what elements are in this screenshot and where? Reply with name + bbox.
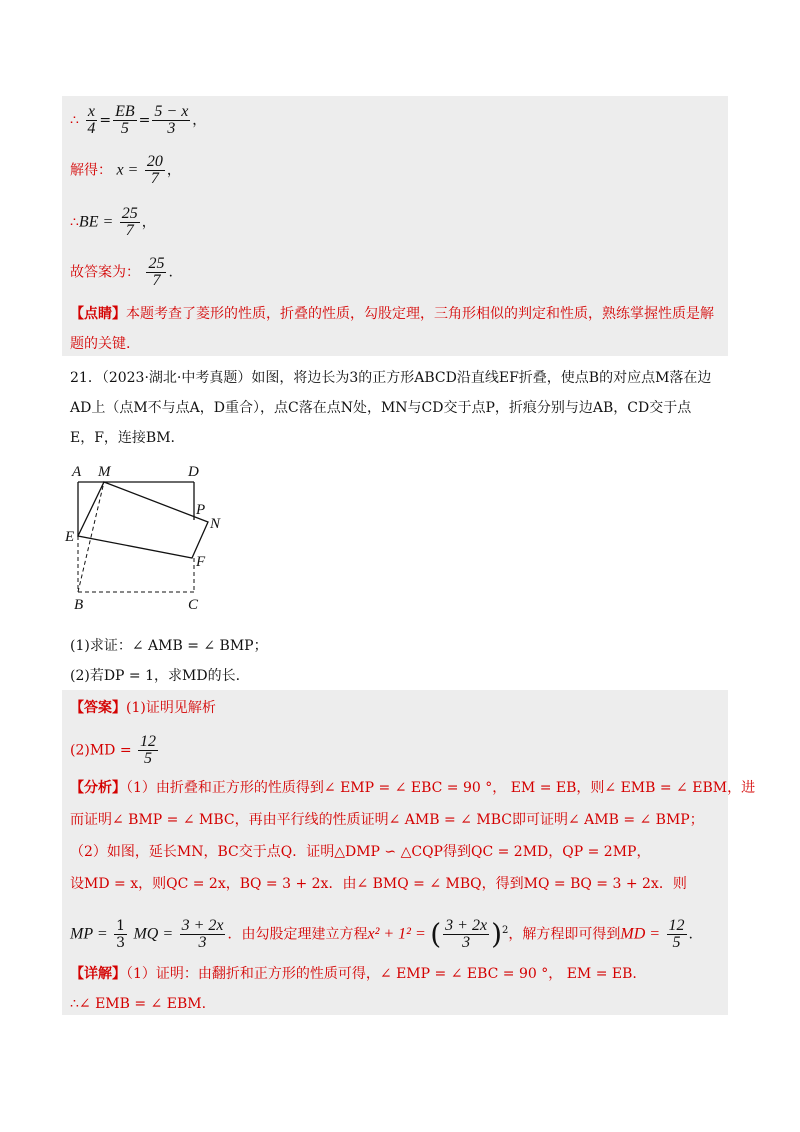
fraction-5-minus-x-over-3: $\frac{5 - x}{3}$	[154, 103, 189, 137]
fraction-25-over-7: $\frac{25}{7}$	[121, 205, 138, 239]
analysis-line-4: 设MD = x，则QC = 2x，BQ = 3 + 2x．由∠ BMQ = ∠ MBQ，得到MQ = BQ = 3 + 2x．则	[70, 876, 687, 892]
label-f: F	[196, 554, 206, 570]
label-m: M	[98, 464, 111, 480]
fraction-20-over-7: $\frac{20}{7}$	[146, 153, 163, 187]
answer-2: (2)MD = $\frac{12}{5}$	[70, 733, 157, 767]
geometry-figure	[62, 458, 242, 618]
analysis-line-3: （2）如图，延长MN，BC交于点Q．证明△DMP ∽ △CQP得到QC = 2MD，QP = 2MP，	[70, 844, 651, 860]
be-line: ∴BE = $\frac{25}{7}$ ，	[70, 205, 156, 239]
label-n: N	[210, 516, 221, 532]
dianjing-line-1: 【点睛】本题考查了菱形的性质，折叠的性质，勾股定理，三角形相似的判定和性质，熟练掌握性质是解	[70, 306, 714, 322]
fraction-3-plus-2x-over-3-squared: $\frac{3 + 2x}{3}$	[445, 917, 488, 951]
label-p: P	[196, 502, 206, 518]
ratio-equation: ∴ $\frac{x}{4}$ = $\frac{EB}{5}$ = $\frac{5 - x}{3}$ ，	[70, 103, 207, 137]
dianjing-line-2: 题的关键.	[70, 336, 131, 352]
answer-1: 【答案】(1)证明见解析	[70, 700, 216, 716]
fraction-x-over-4: $\frac{x}{4}$	[87, 103, 96, 137]
label-a: A	[72, 464, 82, 480]
question-2: (2)若DP = 1，求MD的长.	[70, 668, 241, 684]
fraction-3-plus-2x-over-3: $\frac{3 + 2x}{3}$	[181, 917, 224, 951]
folded-quadrilateral-emnf	[78, 482, 208, 558]
fraction-eb-over-5: $\frac{EB}{5}$	[115, 103, 135, 137]
problem-line-2: AD上（点M不与点A，D重合），点C落在点N处，MN与CD交于点P，折痕分别与边AB，CD交于点	[70, 400, 692, 416]
fraction-1-over-3: $\frac{1}{3}$	[116, 918, 125, 951]
detail-line-1: 【详解】（1）证明：由翻折和正方形的性质可得，∠ EMP = ∠ EBC = 90 °， EM = EB.	[70, 966, 637, 982]
solve-line: 解得： x = $\frac{20}{7}$ ，	[70, 153, 181, 187]
question-1: (1)求证：∠ AMB = ∠ BMP；	[70, 638, 268, 654]
answer-line: 故答案为： $\frac{25}{7}$ .	[70, 255, 173, 289]
problem-line-1: 21．（2023·湖北·中考真题）如图，将边长为3的正方形ABCD沿直线EF折叠，使点B的对应点M落在边	[70, 370, 712, 386]
fraction-12-over-5: $\frac{12}{5}$	[140, 733, 157, 767]
problem-line-3: E，F，连接BM.	[70, 430, 176, 446]
analysis-line-5: MP = $\frac{1}{3}$ MQ = $\frac{3 + 2x}{3}$ ．由勾股定理建立方程x² + 1² = ( $\frac{3 + 2x}{3}$ )$^2$，解方程即可得到MD = $\frac{12}{5}$ .	[70, 917, 693, 951]
label-d: D	[188, 464, 199, 480]
detail-line-2: ∴∠ EMB = ∠ EBM.	[70, 996, 207, 1012]
analysis-line-1: 【分析】（1）由折叠和正方形的性质得到∠ EMP = ∠ EBC = 90 °， EM = EB，则∠ EMB = ∠ EBM，进	[70, 780, 756, 796]
fraction-12-over-5-analysis: $\frac{12}{5}$	[668, 917, 685, 951]
label-e: E	[65, 529, 75, 545]
fraction-25-over-7-answer: $\frac{25}{7}$	[148, 255, 165, 289]
label-b: B	[74, 597, 84, 613]
label-c: C	[188, 597, 199, 613]
analysis-line-2: 而证明∠ BMP = ∠ MBC，再由平行线的性质证明∠ AMB = ∠ MBC即可证明∠ AMB = ∠ BMP；	[70, 812, 704, 828]
